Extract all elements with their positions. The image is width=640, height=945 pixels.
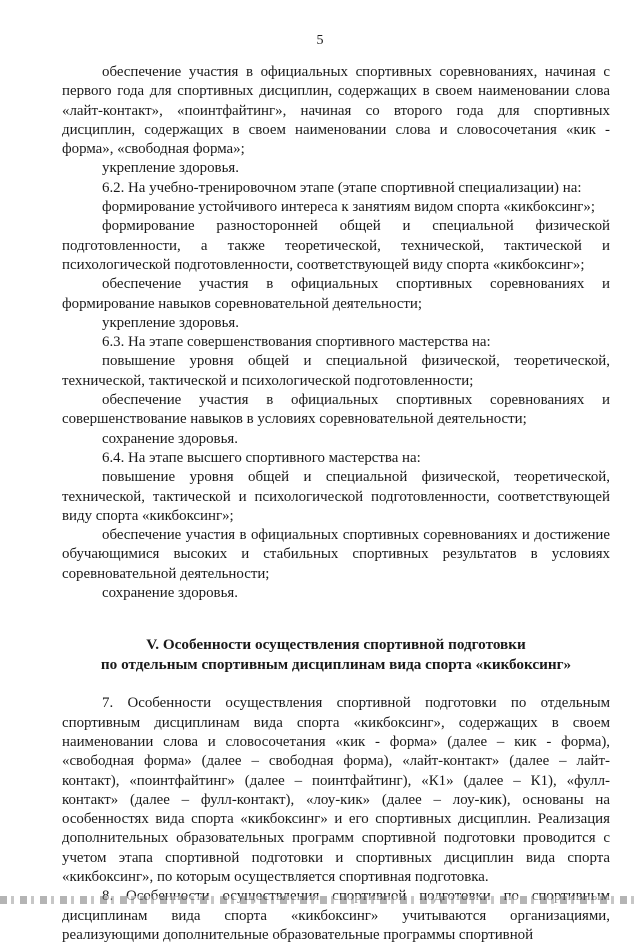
paragraph: повышение уровня общей и специальной физической, теоретической, технической, тактической и психологической подготовленности, соответствующей виду спорта «кикбоксинг»;	[62, 469, 610, 524]
section-heading-line-2: по отдельным спортивным дисциплинам вида спорта «кикбоксинг»	[100, 655, 572, 673]
paragraph: укрепление здоровья.	[102, 160, 239, 177]
paragraph: обеспечение участия в официальных спортивных соревнованиях и формирование навыков соревновательной деятельности;	[62, 276, 610, 312]
paragraph: обеспечение участия в официальных спортивных соревнованиях и достижение обучающимися высоких и стабильных спортивных результатов в условиях соревновательной деятельности;	[62, 527, 610, 582]
paragraph: 6.4. На этапе высшего спортивного мастерства на:	[102, 449, 421, 466]
scan-edge-artifact	[0, 896, 640, 904]
paragraph: сохранение здоровья.	[102, 585, 238, 602]
paragraph: 6.3. На этапе совершенствования спортивного мастерства на:	[102, 334, 491, 351]
section-heading	[62, 635, 610, 674]
paragraph: сохранение здоровья.	[102, 430, 238, 447]
paragraph: дисциплинам вида спорта «кикбоксинг» учитываются организациями, реализующими дополнительные образовательные программы спортивной	[62, 907, 610, 943]
paragraph: обеспечение участия в официальных спортивных соревнованиях, начиная с первого года для спортивных дисциплин, содержащих в своем наименовании слова «лайт-контакт», «поинтфайтинг», начиная со второго года для спортивных дисциплин, содержащих в своем наименовании слова и словосочетания «кик - форма», «свободная форма»;	[62, 64, 610, 158]
paragraph: 6.2. На учебно-тренировочном этапе (этапе спортивной специализации) на:	[102, 179, 582, 196]
paragraph: обеспечение участия в официальных спортивных соревнованиях и совершенствование навыков в условиях соревновательной деятельности;	[62, 392, 610, 428]
paragraph: повышение уровня общей и специальной физической, теоретической, технической, тактической и психологической подготовленности;	[62, 353, 610, 389]
paragraph: формирование устойчивого интереса к занятиям видом спорта «кикбоксинг»;	[102, 199, 595, 216]
paragraph: формирование разносторонней общей и специальной физической подготовленности, а также теоретической, технической, тактической и психологической подготовленности, соответствующей виду спорта «кикбоксинг»;	[62, 218, 610, 273]
document-body	[62, 63, 610, 945]
section-heading-line-1: V. Особенности осуществления спортивной подготовки	[146, 636, 526, 654]
paragraph: 7. Особенности осуществления спортивной подготовки по отдельным спортивным дисциплинам вида спорта «кикбоксинг», содержащих в своем наименовании слова и словосочетания «кик - форма» (далее – кик - форма), «свободная форма» (далее – свободная форма), «лайт-контакт» (далее – лайт-контакт), «поинтфайтинг» (далее – поинтфайтинг), «К1» (далее – К1), «фулл-контакт» (далее – фулл-контакт), «лоу-кик» (далее – лоу-кик), основаны на особенностях вида спорта «кикбоксинг» и его спортивных дисциплин. Реализация дополнительных образовательных программ спортивной подготовки проводится с учетом этапа спортивной подготовки и спортивных дисциплин вида спорта «кикбоксинг», по которым осуществляется спортивная подготовка.	[62, 695, 610, 885]
page-number: 5	[316, 33, 324, 48]
paragraph: укрепление здоровья.	[102, 314, 239, 331]
